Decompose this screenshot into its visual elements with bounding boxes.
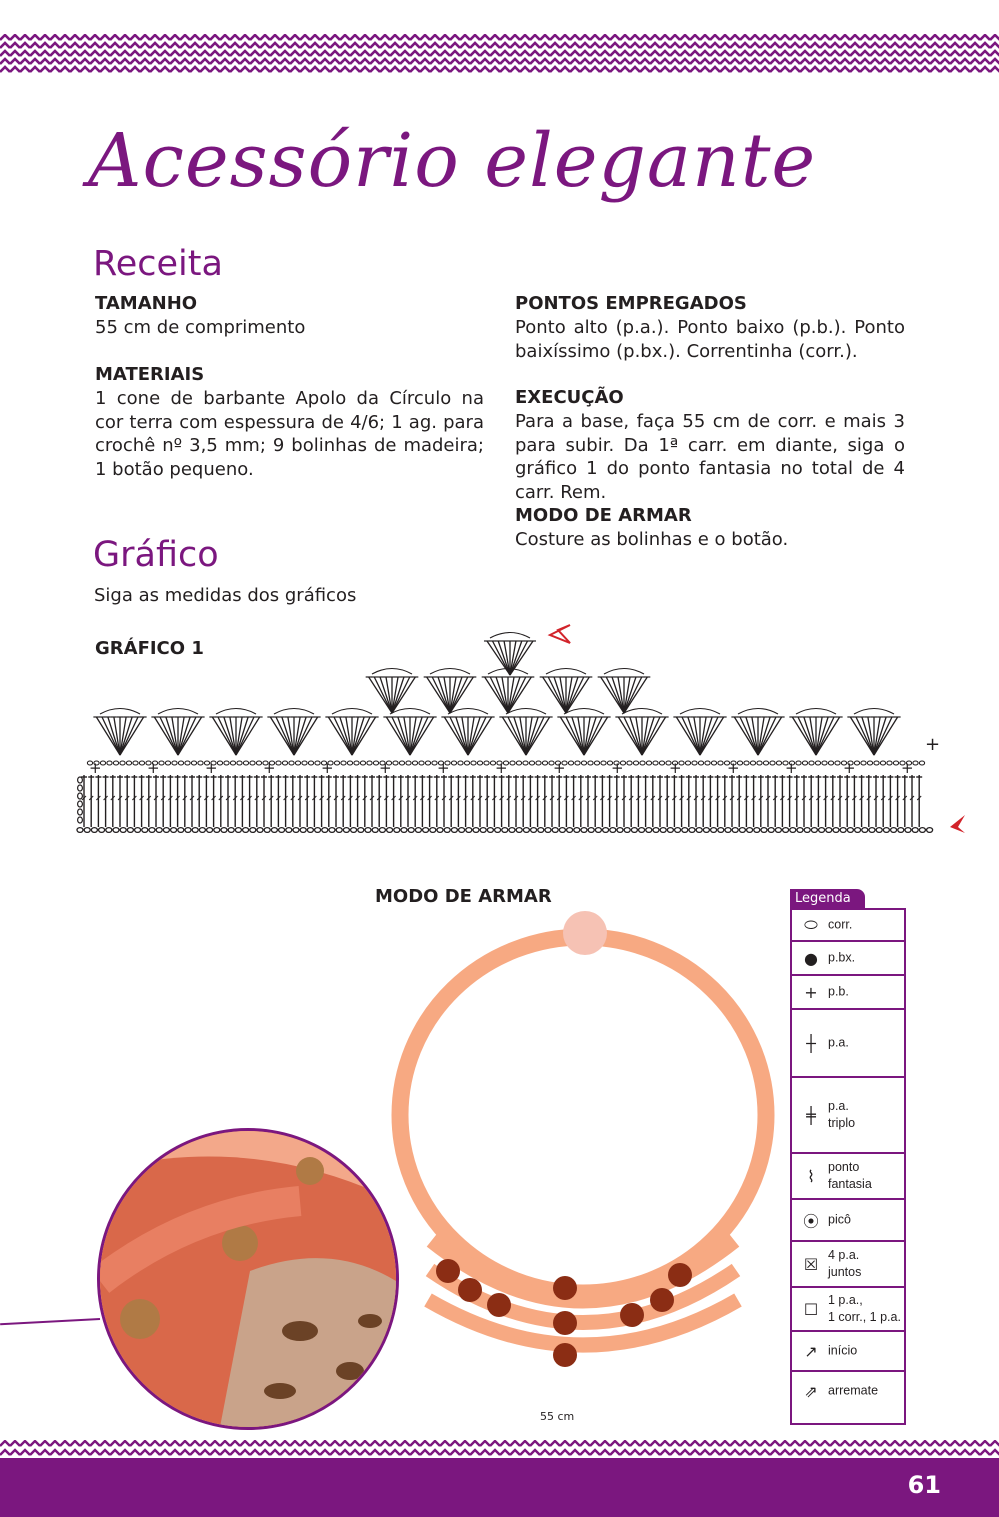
measure-label: 55 cm (540, 1410, 575, 1423)
legend-text: ponto fantasia (828, 1160, 872, 1191)
execution-text: Para a base, faça 55 cm de corr. e mais 3 para subir. Da 1ª carr. em diante, siga o gráfico 1 do ponto fantasia no total de 4 carr. Rem. (515, 411, 905, 503)
materials-text: 1 cone de barbante Apolo da Círculo na cor terra com espessura de 4/6; 1 ag. para crochê nº 3,5 mm; 9 bolinhas de madeira; 1 botão pequeno. (95, 388, 484, 480)
svg-text:+: + (147, 759, 160, 777)
bottom-decorative-border (0, 1440, 999, 1460)
svg-text:+: + (379, 759, 392, 777)
legend-row (792, 1372, 904, 1410)
size-text: 55 cm de comprimento (95, 317, 306, 338)
legend-text: 4 p.a. juntos (828, 1248, 862, 1279)
legend-row (792, 1242, 904, 1288)
legend-row (792, 1010, 904, 1078)
execution-label: EXECUÇÃO (515, 387, 624, 408)
legend-row (792, 910, 904, 942)
assembly-label: MODO DE ARMAR (515, 505, 692, 526)
photo-pointer-line (0, 1318, 100, 1325)
svg-text:+: + (263, 759, 276, 777)
page-footer (0, 1458, 999, 1517)
legend-text: p.bx. (828, 950, 856, 965)
svg-text:+: + (669, 759, 682, 777)
assembly-text: Costure as bolinhas e o botão. (515, 529, 789, 550)
legend-row (792, 1200, 904, 1242)
legend-row (792, 1078, 904, 1154)
legend-text: arremate (828, 1383, 879, 1398)
legend-text: p.a. triplo (828, 1099, 856, 1130)
size-label: TAMANHO (95, 293, 198, 314)
svg-text:+: + (553, 759, 566, 777)
legend-text: p.a. (828, 1035, 849, 1050)
empty-square-icon: ☐ (803, 1299, 819, 1319)
legend-text: início (828, 1343, 858, 1358)
button (563, 911, 607, 955)
stitches-label: PONTOS EMPREGADOS (515, 293, 747, 314)
double-crochet-icon: ┼ (806, 1033, 816, 1053)
svg-text:+: + (727, 759, 740, 777)
svg-text:+: + (321, 759, 334, 777)
legend-text: p.b. (828, 984, 849, 999)
svg-text:+: + (843, 759, 856, 777)
slip-stitch-dot-icon: ● (804, 948, 818, 968)
svg-text:+: + (611, 759, 624, 777)
top-decorative-border (0, 34, 999, 76)
triple-crochet-icon: ╪ (806, 1105, 816, 1125)
picot-icon: ⦿ (802, 1211, 819, 1231)
page-title: Acessório elegante (88, 118, 817, 204)
graphic-subtitle: Siga as medidas dos gráficos (94, 585, 357, 606)
legend-row (792, 1288, 904, 1332)
legend-text: picô (828, 1212, 851, 1227)
svg-text:+: + (901, 759, 914, 777)
legend-row (792, 1154, 904, 1200)
fancy-stitch-icon: ⌇ (807, 1166, 815, 1186)
svg-text:+: + (495, 759, 508, 777)
crochet-chart (70, 605, 970, 845)
recipe-heading: Receita (93, 244, 223, 284)
finish-arrow-icon: ⇗ (804, 1381, 818, 1401)
start-arrow-icon: ↗ (804, 1341, 818, 1361)
single-crochet-plus-icon: + (804, 982, 818, 1002)
legend-row (792, 976, 904, 1010)
svg-text:+: + (89, 759, 102, 777)
assembly-diagram-title: MODO DE ARMAR (375, 886, 552, 907)
svg-text:+: + (785, 759, 798, 777)
legend-box (790, 908, 906, 1425)
graphic-heading: Gráfico (93, 535, 219, 575)
materials-label: MATERIAIS (95, 364, 205, 385)
stitches-text: Ponto alto (p.a.). Ponto baixo (p.b.). Ponto baixíssimo (p.bx.). Correntinha (corr.). (515, 317, 905, 362)
necklace-diagram (360, 905, 780, 1385)
svg-text:+: + (437, 759, 450, 777)
legend-row (792, 1332, 904, 1372)
chart-label: GRÁFICO 1 (95, 638, 204, 659)
page-number: 61 (907, 1471, 941, 1499)
legend-text: 1 p.a., 1 corr., 1 p.a. (828, 1293, 901, 1324)
legend-text: corr. (828, 917, 853, 932)
legend-row (792, 942, 904, 976)
necklace-photo (97, 1128, 399, 1430)
legend-title: Legenda (790, 889, 865, 909)
chain-oval-icon: ⬭ (804, 915, 818, 934)
four-together-icon: ☒ (803, 1254, 819, 1274)
svg-text:+: + (925, 734, 941, 755)
svg-text:+: + (205, 759, 218, 777)
